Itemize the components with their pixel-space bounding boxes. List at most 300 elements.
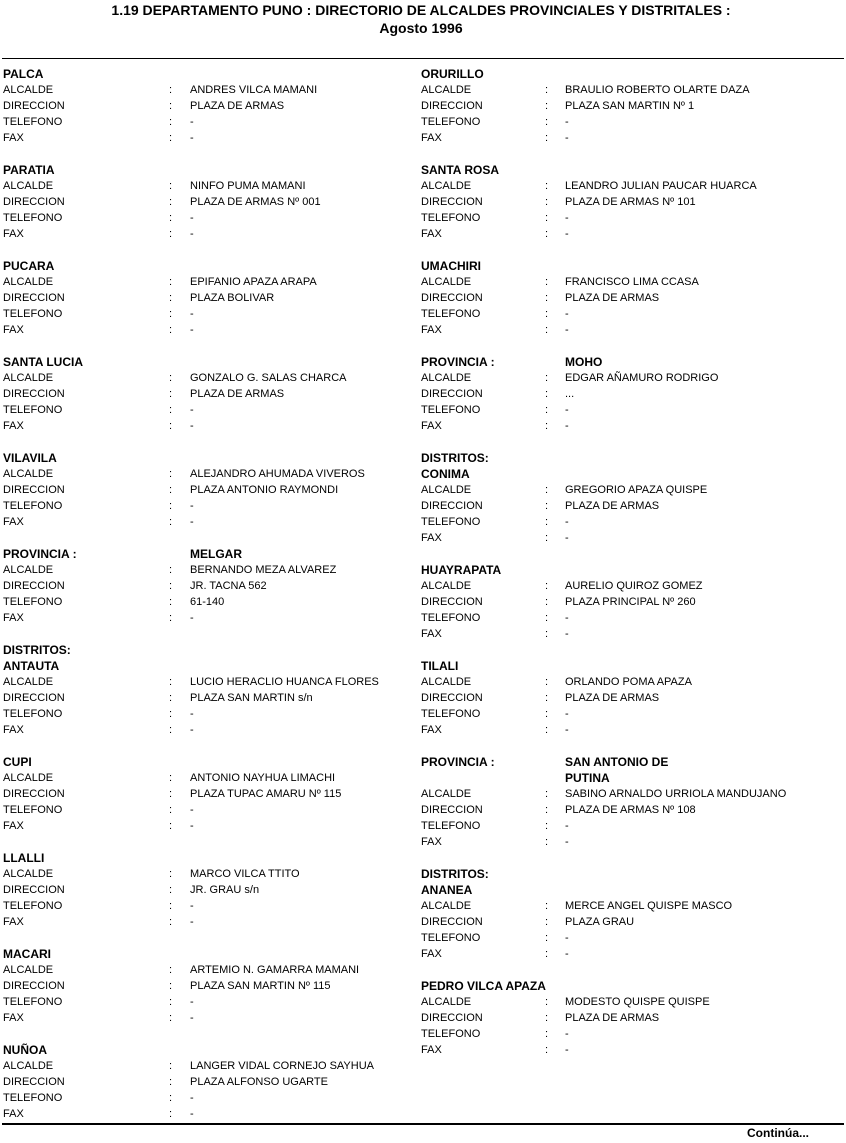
field-value: PLAZA DE ARMAS: [190, 100, 285, 112]
field-value: PLAZA DE ARMAS: [565, 500, 660, 512]
field-row: [421, 402, 843, 418]
field-colon: :: [545, 212, 549, 224]
field-value: PLAZA DE ARMAS: [190, 388, 285, 400]
field-value: ...: [565, 388, 575, 400]
field-value: PLAZA SAN MARTIN Nº 115: [190, 980, 331, 992]
field-value: -: [190, 308, 194, 320]
field-row: [3, 882, 425, 898]
field-value: -: [190, 404, 194, 416]
field-label: FAX: [421, 1044, 442, 1056]
field-label: ALCALDE: [421, 676, 472, 688]
field-row: [3, 1090, 425, 1106]
field-row: [421, 578, 843, 594]
field-label: DIRECCION: [3, 980, 65, 992]
field-label: FAX: [421, 324, 442, 336]
field-colon: :: [169, 404, 173, 416]
field-colon: :: [169, 196, 173, 208]
field-label: ALCALDE: [3, 468, 54, 480]
field-value: -: [190, 708, 194, 720]
field-label: DIRECCION: [421, 388, 483, 400]
field-row: [421, 530, 843, 546]
field-label: FAX: [3, 1108, 24, 1120]
field-row: [3, 898, 425, 914]
field-row: [3, 114, 425, 130]
field-value: 61-140: [190, 596, 225, 608]
heading-text: ORURILLO: [421, 67, 484, 81]
field-value: -: [190, 1012, 194, 1024]
field-colon: :: [169, 772, 173, 784]
field-value: PLAZA DE ARMAS Nº 108: [565, 804, 696, 816]
field-row: [3, 194, 425, 210]
field-label: DIRECCION: [3, 884, 65, 896]
field-colon: :: [545, 900, 549, 912]
continue-note: Continúa...: [747, 1126, 809, 1140]
field-colon: :: [545, 1028, 549, 1040]
field-row: [3, 1058, 425, 1074]
field-row: [421, 898, 843, 914]
field-colon: :: [545, 836, 549, 848]
section-heading: [421, 658, 843, 674]
field-value: -: [565, 724, 569, 736]
field-row: [3, 466, 425, 482]
field-label: ALCALDE: [3, 964, 54, 976]
field-colon: :: [169, 1060, 173, 1072]
field-label: FAX: [421, 532, 442, 544]
field-colon: :: [169, 308, 173, 320]
field-value: -: [565, 132, 569, 144]
field-colon: :: [169, 996, 173, 1008]
section-heading: [421, 258, 843, 274]
field-label: TELEFONO: [3, 996, 63, 1008]
field-label: ALCALDE: [421, 484, 472, 496]
field-label: DIRECCION: [421, 596, 483, 608]
field-colon: :: [169, 500, 173, 512]
province-name: MOHO: [565, 355, 603, 369]
field-value: AURELIO QUIROZ GOMEZ: [565, 580, 703, 592]
field-row: [421, 834, 843, 850]
field-colon: :: [169, 116, 173, 128]
heading-text: LLALLI: [3, 851, 45, 865]
field-value: -: [565, 836, 569, 848]
province-heading: [421, 770, 843, 786]
field-row: [421, 674, 843, 690]
field-row: [3, 82, 425, 98]
field-label: DIRECCION: [3, 484, 65, 496]
field-row: [3, 690, 425, 706]
field-value: PLAZA DE ARMAS: [565, 692, 660, 704]
field-row: [421, 626, 843, 642]
field-label: FAX: [3, 1012, 24, 1024]
field-value: MERCE ANGEL QUISPE MASCO: [565, 900, 733, 912]
section-heading: [3, 946, 425, 962]
field-colon: :: [169, 1012, 173, 1024]
field-value: -: [190, 500, 194, 512]
field-row: [421, 818, 843, 834]
field-row: [421, 98, 843, 114]
field-colon: :: [545, 820, 549, 832]
field-colon: :: [169, 612, 173, 624]
field-label: TELEFONO: [421, 708, 481, 720]
blank-line: [421, 434, 843, 450]
field-value: ORLANDO POMA APAZA: [565, 676, 692, 688]
field-value: -: [565, 932, 569, 944]
blank-line: [421, 146, 843, 162]
blank-line: [421, 338, 843, 354]
field-value: JR. TACNA 562: [190, 580, 267, 592]
field-colon: :: [169, 868, 173, 880]
field-colon: :: [545, 228, 549, 240]
field-row: [421, 386, 843, 402]
field-value: ALEJANDRO AHUMADA VIVEROS: [190, 468, 365, 480]
field-row: [3, 498, 425, 514]
field-value: -: [190, 820, 194, 832]
field-row: [3, 994, 425, 1010]
field-row: [421, 610, 843, 626]
field-colon: :: [545, 612, 549, 624]
heading-text: SANTA LUCIA: [3, 355, 83, 369]
blank-line: [421, 962, 843, 978]
field-label: DIRECCION: [3, 292, 65, 304]
field-colon: :: [169, 596, 173, 608]
field-row: [421, 482, 843, 498]
heading-text: PALCA: [3, 67, 44, 81]
field-colon: :: [545, 484, 549, 496]
blank-line: [421, 642, 843, 658]
field-row: [3, 674, 425, 690]
field-colon: :: [169, 980, 173, 992]
heading-text: DISTRITOS:: [3, 643, 71, 657]
field-value: -: [565, 1028, 569, 1040]
field-value: GREGORIO APAZA QUISPE: [565, 484, 708, 496]
field-row: [421, 1010, 843, 1026]
blank-line: [421, 850, 843, 866]
field-colon: :: [545, 676, 549, 688]
field-value: -: [565, 628, 569, 640]
field-colon: :: [169, 564, 173, 576]
heading-text: PEDRO VILCA APAZA: [421, 979, 546, 993]
field-label: DIRECCION: [3, 1076, 65, 1088]
field-row: [421, 802, 843, 818]
field-value: -: [565, 820, 569, 832]
field-label: ALCALDE: [3, 1060, 54, 1072]
field-label: ALCALDE: [421, 372, 472, 384]
heading-text: DISTRITOS:: [421, 451, 489, 465]
field-colon: :: [545, 196, 549, 208]
field-colon: :: [545, 1044, 549, 1056]
field-row: [3, 98, 425, 114]
field-value: -: [565, 404, 569, 416]
field-label: FAX: [3, 820, 24, 832]
field-colon: :: [169, 804, 173, 816]
heading-text: TILALI: [421, 659, 459, 673]
field-value: PLAZA GRAU: [565, 916, 635, 928]
field-label: TELEFONO: [421, 404, 481, 416]
section-heading: [421, 162, 843, 178]
field-label: TELEFONO: [3, 404, 63, 416]
field-value: -: [190, 516, 194, 528]
field-value: PLAZA BOLIVAR: [190, 292, 275, 304]
field-colon: :: [545, 804, 549, 816]
field-row: [3, 866, 425, 882]
field-colon: :: [169, 388, 173, 400]
blank-line: [3, 834, 425, 850]
field-value: PLAZA DE ARMAS: [565, 1012, 660, 1024]
field-row: [3, 962, 425, 978]
field-colon: :: [169, 132, 173, 144]
field-row: [3, 1074, 425, 1090]
field-value: NINFO PUMA MAMANI: [190, 180, 306, 192]
section-heading: [3, 642, 425, 658]
field-label: ALCALDE: [421, 996, 472, 1008]
field-value: ARTEMIO N. GAMARRA MAMANI: [190, 964, 360, 976]
field-value: JR. GRAU s/n: [190, 884, 260, 896]
field-colon: :: [545, 372, 549, 384]
field-colon: :: [545, 116, 549, 128]
field-row: [421, 994, 843, 1010]
field-row: [3, 594, 425, 610]
field-colon: :: [545, 500, 549, 512]
blank-line: [3, 530, 425, 546]
field-value: PLAZA ALFONSO UGARTE: [190, 1076, 328, 1088]
field-value: -: [190, 228, 194, 240]
field-label: FAX: [421, 420, 442, 432]
field-value: PLAZA SAN MARTIN s/n: [190, 692, 313, 704]
field-row: [421, 322, 843, 338]
field-label: TELEFONO: [3, 308, 63, 320]
field-label: ALCALDE: [421, 84, 472, 96]
field-row: [3, 402, 425, 418]
field-colon: :: [545, 516, 549, 528]
field-label: DIRECCION: [3, 788, 65, 800]
field-value: -: [190, 132, 194, 144]
heading-text: PUCARA: [3, 259, 55, 273]
field-row: [421, 418, 843, 434]
field-value: -: [565, 228, 569, 240]
field-row: [3, 818, 425, 834]
left-column: [3, 66, 425, 1122]
field-label: DIRECCION: [421, 804, 483, 816]
field-row: [3, 482, 425, 498]
field-label: FAX: [3, 516, 24, 528]
field-value: GONZALO G. SALAS CHARCA: [190, 372, 347, 384]
field-colon: :: [545, 708, 549, 720]
field-row: [3, 418, 425, 434]
field-colon: :: [169, 900, 173, 912]
field-value: MODESTO QUISPE QUISPE: [565, 996, 710, 1008]
heading-text: PARATIA: [3, 163, 55, 177]
field-value: PLAZA DE ARMAS Nº 101: [565, 196, 696, 208]
field-value: SABINO ARNALDO URRIOLA MANDUJANO: [565, 788, 787, 800]
field-value: MARCO VILCA TTITO: [190, 868, 300, 880]
subtitle-line: Agosto 1996: [379, 20, 463, 36]
section-heading: [421, 66, 843, 82]
blank-line: [3, 242, 425, 258]
field-label: DIRECCION: [421, 916, 483, 928]
field-colon: :: [545, 692, 549, 704]
field-value: -: [190, 116, 194, 128]
field-value: PLAZA PRINCIPAL Nº 260: [565, 596, 696, 608]
field-label: TELEFONO: [421, 116, 481, 128]
field-label: TELEFONO: [421, 1028, 481, 1040]
section-heading: [421, 866, 843, 882]
field-label: FAX: [421, 628, 442, 640]
blank-line: [3, 338, 425, 354]
field-value: -: [190, 916, 194, 928]
field-label: DIRECCION: [3, 580, 65, 592]
field-row: [421, 786, 843, 802]
province-label: PROVINCIA :: [421, 755, 495, 769]
field-label: FAX: [421, 228, 442, 240]
heading-text: UMACHIRI: [421, 259, 481, 273]
field-label: TELEFONO: [3, 900, 63, 912]
field-value: -: [565, 324, 569, 336]
province-heading: [3, 546, 425, 562]
field-label: FAX: [3, 324, 24, 336]
field-value: -: [565, 420, 569, 432]
field-value: -: [190, 324, 194, 336]
field-value: -: [190, 1092, 194, 1104]
blank-line: [3, 1026, 425, 1042]
field-row: [3, 978, 425, 994]
top-rule: [2, 58, 844, 59]
field-label: FAX: [421, 836, 442, 848]
field-colon: :: [169, 100, 173, 112]
heading-text: CONIMA: [421, 467, 470, 481]
field-label: ALCALDE: [3, 372, 54, 384]
field-label: TELEFONO: [421, 308, 481, 320]
field-row: [421, 722, 843, 738]
field-label: ALCALDE: [421, 900, 472, 912]
field-label: TELEFONO: [421, 820, 481, 832]
field-value: LANGER VIDAL CORNEJO SAYHUA: [190, 1060, 374, 1072]
blank-line: [421, 242, 843, 258]
field-colon: :: [169, 180, 173, 192]
section-heading: [3, 754, 425, 770]
field-value: LUCIO HERACLIO HUANCA FLORES: [190, 676, 379, 688]
field-colon: :: [545, 292, 549, 304]
field-label: TELEFONO: [3, 500, 63, 512]
field-value: BRAULIO ROBERTO OLARTE DAZA: [565, 84, 750, 96]
field-value: -: [565, 948, 569, 960]
field-label: FAX: [3, 612, 24, 624]
field-label: TELEFONO: [3, 596, 63, 608]
field-label: DIRECCION: [3, 388, 65, 400]
field-row: [3, 610, 425, 626]
field-value: -: [565, 1044, 569, 1056]
field-value: PLAZA DE ARMAS Nº 001: [190, 196, 321, 208]
field-colon: :: [545, 596, 549, 608]
field-row: [421, 914, 843, 930]
field-row: [3, 130, 425, 146]
field-row: [3, 514, 425, 530]
section-heading: [421, 882, 843, 898]
field-value: -: [190, 212, 194, 224]
field-row: [421, 290, 843, 306]
section-heading: [3, 658, 425, 674]
field-label: DIRECCION: [3, 196, 65, 208]
field-label: DIRECCION: [421, 100, 483, 112]
blank-line: [3, 930, 425, 946]
field-colon: :: [169, 212, 173, 224]
field-colon: :: [169, 884, 173, 896]
field-label: ALCALDE: [3, 676, 54, 688]
field-colon: :: [169, 292, 173, 304]
field-label: TELEFONO: [3, 708, 63, 720]
field-row: [421, 178, 843, 194]
field-row: [3, 562, 425, 578]
field-row: [421, 498, 843, 514]
field-row: [421, 130, 843, 146]
blank-line: [421, 546, 843, 562]
field-colon: :: [169, 484, 173, 496]
field-colon: :: [169, 1076, 173, 1088]
field-value: BERNANDO MEZA ALVAREZ: [190, 564, 337, 576]
field-colon: :: [545, 388, 549, 400]
province-label: PROVINCIA :: [3, 547, 77, 561]
field-colon: :: [545, 724, 549, 736]
field-label: DIRECCION: [421, 196, 483, 208]
section-heading: [3, 850, 425, 866]
field-label: ALCALDE: [421, 580, 472, 592]
field-colon: :: [545, 580, 549, 592]
field-colon: :: [545, 276, 549, 288]
field-label: TELEFONO: [421, 932, 481, 944]
field-row: [3, 706, 425, 722]
field-colon: :: [169, 420, 173, 432]
field-label: ALCALDE: [3, 868, 54, 880]
field-label: ALCALDE: [3, 84, 54, 96]
field-value: -: [190, 996, 194, 1008]
field-row: [421, 306, 843, 322]
section-heading: [3, 450, 425, 466]
field-row: [421, 194, 843, 210]
field-value: PLAZA TUPAC AMARU Nº 115: [190, 788, 342, 800]
field-label: DIRECCION: [421, 500, 483, 512]
field-colon: :: [545, 324, 549, 336]
field-label: ALCALDE: [3, 180, 54, 192]
field-label: FAX: [3, 132, 24, 144]
field-colon: :: [169, 468, 173, 480]
field-row: [3, 306, 425, 322]
field-value: -: [565, 116, 569, 128]
field-row: [3, 786, 425, 802]
field-colon: :: [169, 516, 173, 528]
field-colon: :: [545, 100, 549, 112]
section-heading: [3, 258, 425, 274]
field-colon: :: [169, 692, 173, 704]
field-row: [3, 210, 425, 226]
section-heading: [421, 450, 843, 466]
province-heading: [421, 354, 843, 370]
field-value: PLAZA DE ARMAS: [565, 292, 660, 304]
field-label: ALCALDE: [3, 276, 54, 288]
field-colon: :: [169, 964, 173, 976]
page-title: [0, 1, 842, 37]
field-row: [421, 946, 843, 962]
field-label: TELEFONO: [3, 1092, 63, 1104]
field-colon: :: [169, 276, 173, 288]
heading-text: ANTAUTA: [3, 659, 60, 673]
field-colon: :: [169, 324, 173, 336]
field-value: LEANDRO JULIAN PAUCAR HUARCA: [565, 180, 757, 192]
field-label: FAX: [421, 132, 442, 144]
blank-line: [3, 434, 425, 450]
field-value: PLAZA ANTONIO RAYMONDI: [190, 484, 339, 496]
field-value: -: [565, 516, 569, 528]
field-colon: :: [169, 708, 173, 720]
field-colon: :: [545, 996, 549, 1008]
heading-text: CUPI: [3, 755, 32, 769]
